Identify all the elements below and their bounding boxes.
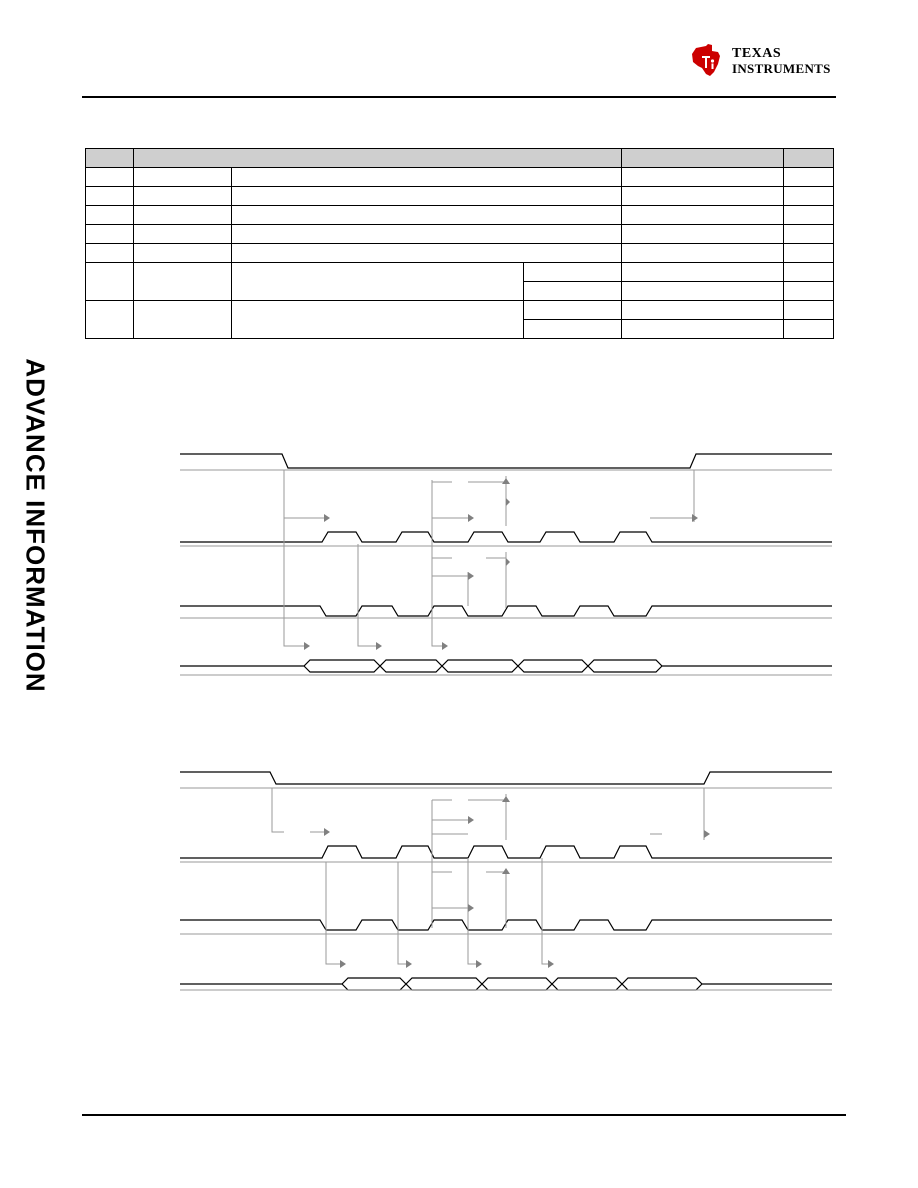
brand-wordmark [732, 47, 831, 75]
table-cell [524, 263, 622, 282]
timing-diagram-1 [170, 440, 840, 690]
table-cell [784, 263, 834, 282]
table-row [86, 263, 834, 282]
table-header-row [86, 149, 834, 168]
table-row [86, 206, 834, 225]
table-cell [784, 168, 834, 187]
table-cell [524, 301, 622, 320]
data-bus-2 [180, 978, 832, 990]
table-cell [784, 301, 834, 320]
table-cell [524, 320, 622, 339]
table-cell [232, 187, 622, 206]
table-cell [784, 206, 834, 225]
table-cell [134, 206, 232, 225]
brand-line-1: TEXAS [732, 46, 782, 61]
table-cell [622, 301, 784, 320]
timing-diagram-2 [170, 758, 840, 998]
table-cell [232, 168, 622, 187]
table-cell [622, 225, 784, 244]
data-bus-1 [180, 660, 832, 672]
table-cell [86, 301, 134, 339]
chip-select-waveform [180, 454, 832, 468]
table-row [86, 244, 834, 263]
table-row [86, 168, 834, 187]
table-cell [86, 187, 134, 206]
table-cell [784, 320, 834, 339]
clock-1-waveform [180, 532, 832, 542]
table-cell [86, 263, 134, 301]
table-cell [134, 263, 232, 301]
advance-information-banner [10, 357, 60, 693]
brand-line-2: INSTRUMENTS [732, 61, 831, 76]
header-rule [82, 96, 836, 98]
table-row [86, 225, 834, 244]
table-cell [134, 301, 232, 339]
table-row [86, 187, 834, 206]
table-cell [524, 282, 622, 301]
clock-1-waveform [180, 846, 832, 858]
table-cell [232, 206, 622, 225]
table-cell [86, 225, 134, 244]
table-header-cell [86, 149, 134, 168]
table-cell [86, 168, 134, 187]
table-cell [232, 301, 524, 339]
table-cell [622, 187, 784, 206]
timing-spec-table [85, 148, 834, 339]
table-cell [134, 168, 232, 187]
table-cell [86, 244, 134, 263]
table-header-cell [784, 149, 834, 168]
table-cell [622, 244, 784, 263]
table-cell [232, 244, 622, 263]
table-header-cell [134, 149, 622, 168]
table-cell [134, 187, 232, 206]
table-cell [134, 244, 232, 263]
table-cell [232, 263, 524, 301]
table-cell [622, 168, 784, 187]
table-cell [784, 244, 834, 263]
table-cell [622, 263, 784, 282]
advance-information-text: ADVANCE INFORMATION [20, 357, 51, 693]
table-cell [622, 282, 784, 301]
table-cell [784, 282, 834, 301]
chip-select-waveform [180, 772, 832, 784]
footer-rule [82, 1114, 846, 1116]
table-header-cell [622, 149, 784, 168]
table-cell [134, 225, 232, 244]
table-cell [232, 225, 622, 244]
table-cell [622, 320, 784, 339]
table-cell [784, 187, 834, 206]
table-row [86, 301, 834, 320]
arrowheads-1 [304, 478, 698, 650]
table-cell [622, 206, 784, 225]
table-cell [86, 206, 134, 225]
table-cell [784, 225, 834, 244]
arrowheads-2 [324, 796, 710, 968]
